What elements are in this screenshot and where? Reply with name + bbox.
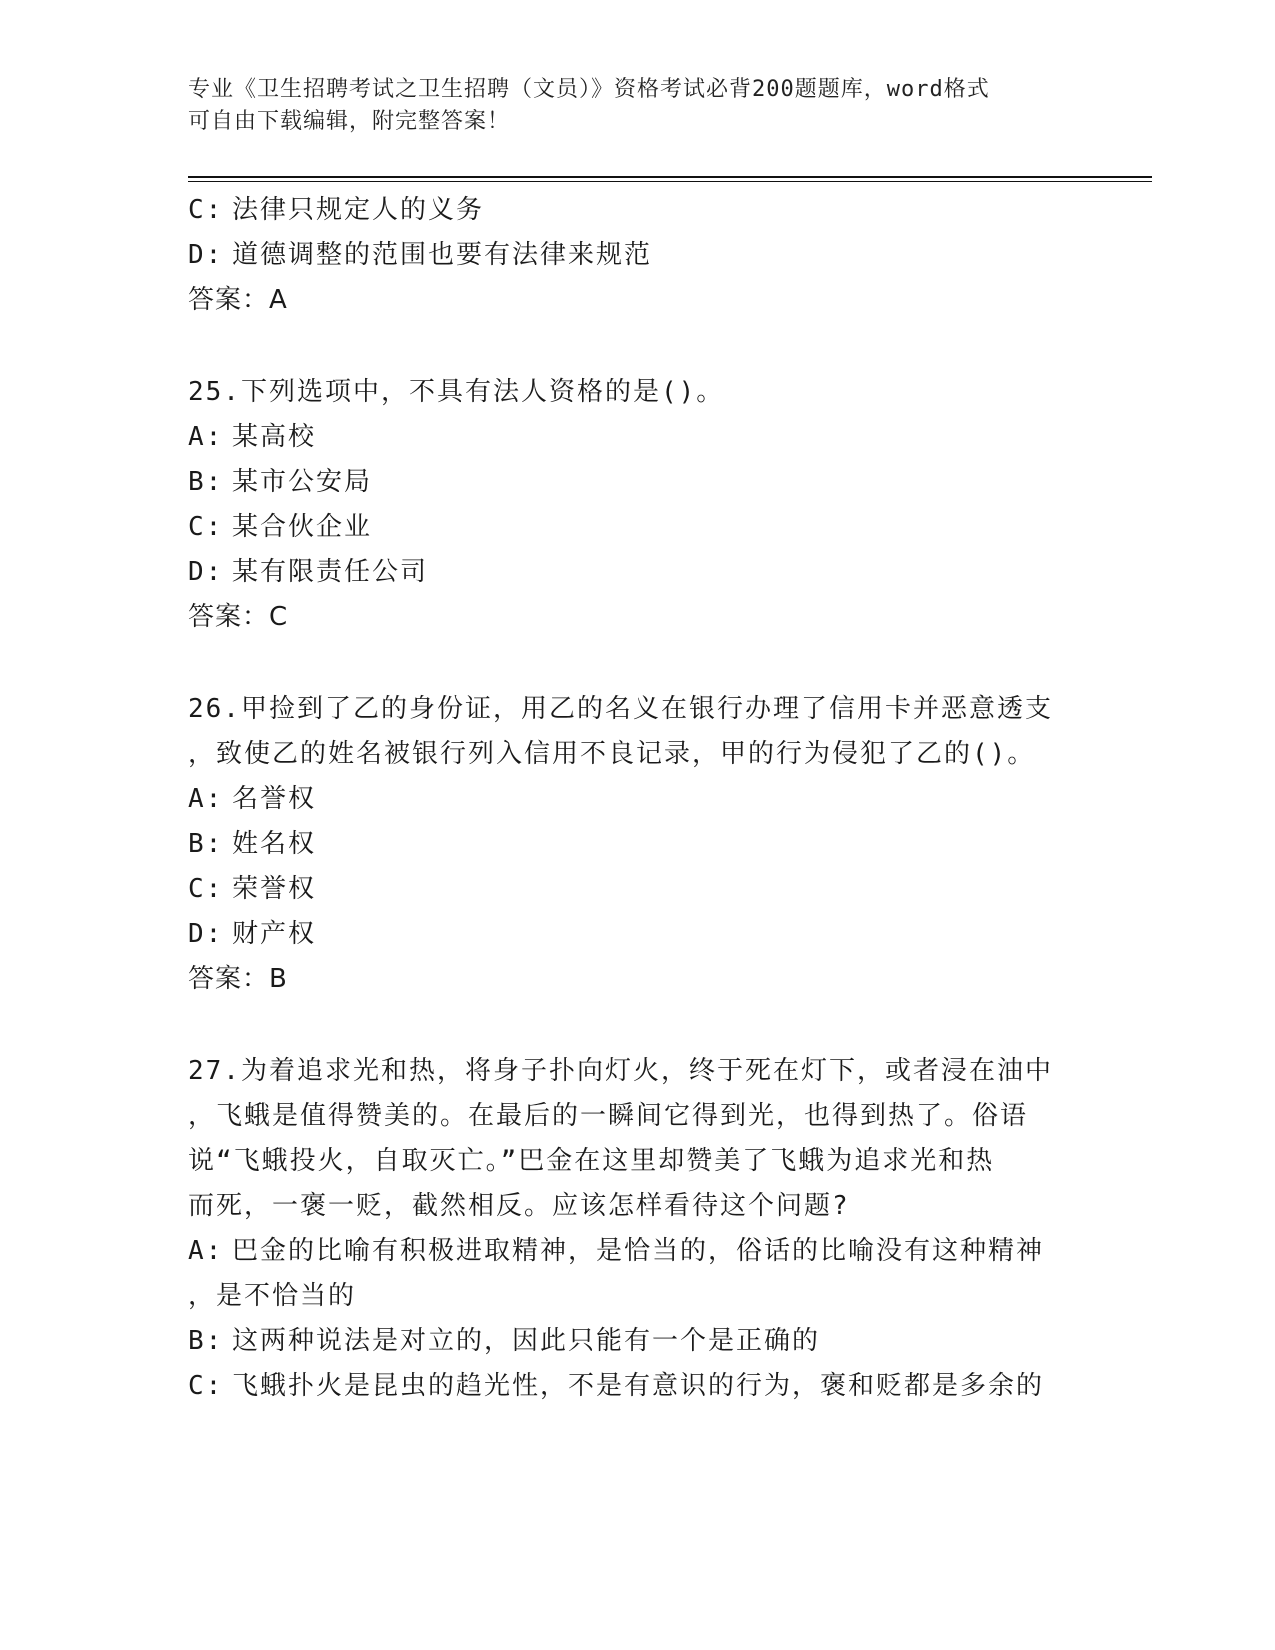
option-text: 法律只规定人的义务 xyxy=(232,195,485,225)
option-label: B: xyxy=(188,1326,224,1356)
answer-line: 答案：C xyxy=(188,602,289,632)
option-a xyxy=(188,415,1088,460)
question-26 xyxy=(188,687,1088,1002)
option-a-continued: ，是不恰当的 xyxy=(188,1281,357,1311)
option-a xyxy=(188,777,1088,822)
option-d xyxy=(188,233,1088,278)
option-text: 财产权 xyxy=(232,919,317,949)
option-label: A: xyxy=(188,422,224,452)
option-label: B: xyxy=(188,467,224,497)
option-d xyxy=(188,912,1088,957)
option-b xyxy=(188,1319,1088,1364)
option-text: 飞蛾扑火是昆虫的趋光性，不是有意识的行为，褒和贬都是多余的 xyxy=(232,1371,1045,1401)
answer-line: 答案：A xyxy=(188,285,288,315)
option-text: 荣誉权 xyxy=(232,874,317,904)
option-label: D: xyxy=(188,240,224,270)
question-stem: ，致使乙的姓名被银行列入信用不良记录，甲的行为侵犯了乙的()。 xyxy=(188,739,1036,769)
option-label: C: xyxy=(188,195,224,225)
spacer xyxy=(188,323,1088,370)
option-text: 这两种说法是对立的，因此只能有一个是正确的 xyxy=(232,1326,821,1356)
prev-question xyxy=(188,188,1088,323)
option-label: D: xyxy=(188,557,224,587)
header-line-1: 专业《卫生招聘考试之卫生招聘（文员）》资格考试必背200题题库，word格式 xyxy=(188,77,990,102)
option-label: A: xyxy=(188,1236,224,1266)
option-d xyxy=(188,550,1088,595)
option-label: C: xyxy=(188,874,224,904)
option-text: 巴金的比喻有积极进取精神，是恰当的，俗话的比喻没有这种精神 xyxy=(232,1236,1045,1266)
option-text: 某有限责任公司 xyxy=(232,557,429,587)
answer-line: 答案：B xyxy=(188,964,288,994)
question-list xyxy=(188,188,1088,1409)
question-stem: 26.甲捡到了乙的身份证，用乙的名义在银行办理了信用卡并恶意透支 xyxy=(188,694,1053,724)
question-27 xyxy=(188,1049,1088,1409)
option-text: 某市公安局 xyxy=(232,467,373,497)
option-a xyxy=(188,1229,1088,1274)
option-text: 名誉权 xyxy=(232,784,317,814)
option-label: C: xyxy=(188,1371,224,1401)
option-text: 姓名权 xyxy=(232,829,317,859)
spacer xyxy=(188,1002,1088,1049)
question-25 xyxy=(188,370,1088,640)
option-text: 某合伙企业 xyxy=(232,512,373,542)
header-divider-thick xyxy=(188,176,1152,178)
option-label: C: xyxy=(188,512,224,542)
option-b xyxy=(188,822,1088,867)
header-divider-thin xyxy=(188,181,1152,182)
question-stem: 而死，一褒一贬，截然相反。应该怎样看待这个问题? xyxy=(188,1191,850,1221)
question-stem: 25.下列选项中，不具有法人资格的是()。 xyxy=(188,377,725,407)
option-c xyxy=(188,1364,1088,1409)
question-stem: 27.为着追求光和热，将身子扑向灯火，终于死在灯下，或者浸在油中 xyxy=(188,1056,1053,1086)
option-c xyxy=(188,505,1088,550)
option-label: B: xyxy=(188,829,224,859)
option-label: A: xyxy=(188,784,224,814)
option-text: 道德调整的范围也要有法律来规范 xyxy=(232,240,653,270)
option-c xyxy=(188,188,1088,233)
option-label: D: xyxy=(188,919,224,949)
option-c xyxy=(188,867,1088,912)
spacer xyxy=(188,640,1088,687)
question-stem: ，飞蛾是值得赞美的。在最后的一瞬间它得到光，也得到热了。俗语 xyxy=(188,1101,1029,1131)
document-header xyxy=(188,74,1068,138)
option-b xyxy=(188,460,1088,505)
option-text: 某高校 xyxy=(232,422,317,452)
question-stem: 说“飞蛾投火，自取灭亡。”巴金在这里却赞美了飞蛾为追求光和热 xyxy=(188,1146,995,1176)
header-line-2: 可自由下载编辑，附完整答案！ xyxy=(188,109,511,134)
